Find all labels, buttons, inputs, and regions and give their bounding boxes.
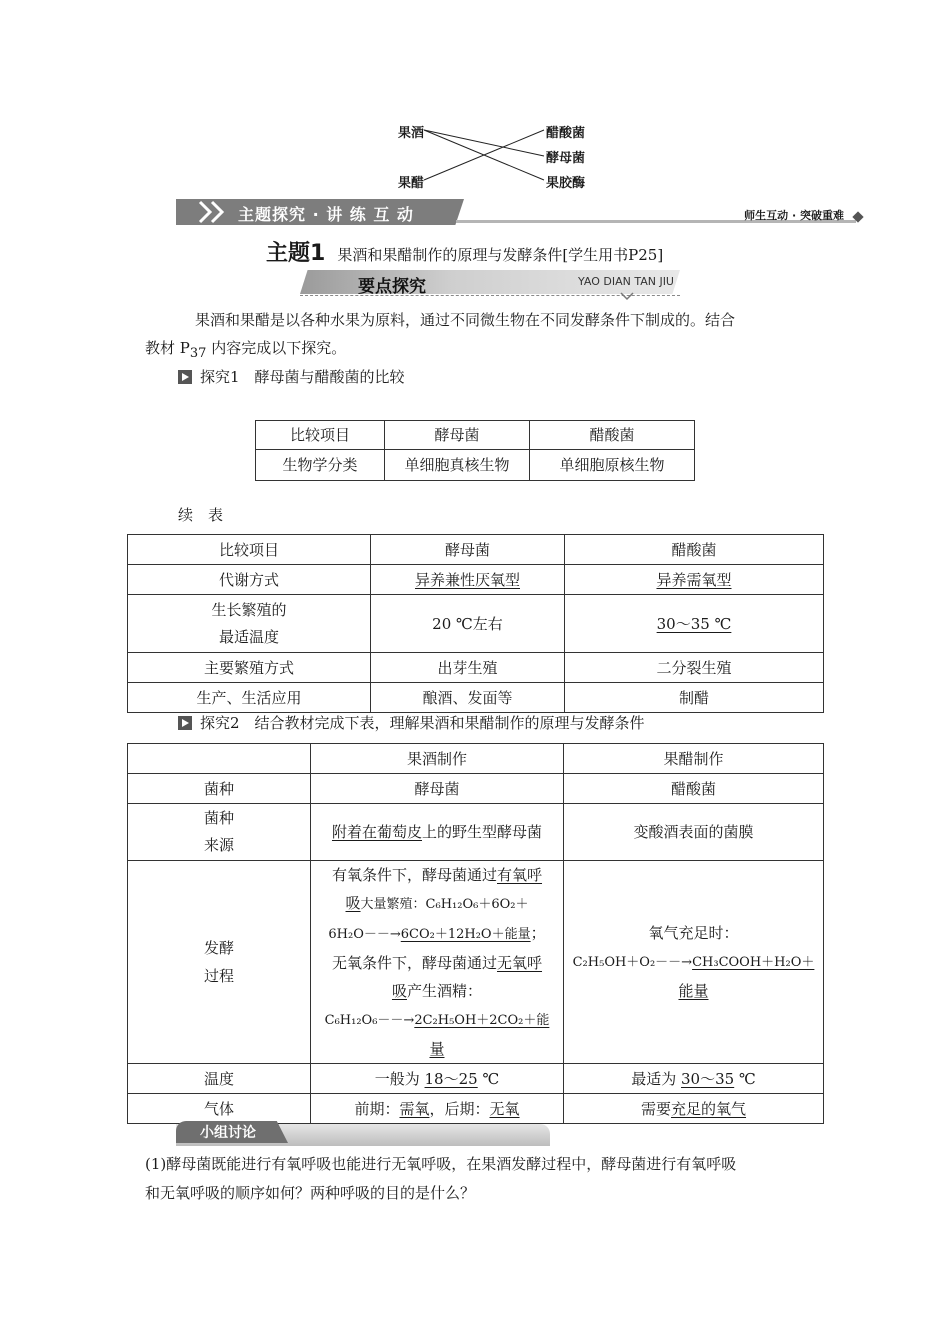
group-discussion-header (176, 1124, 550, 1146)
table-row: 生长繁殖的 最适温度 20 ℃左右 30～35 ℃ (128, 595, 824, 653)
table-row: 菌种 来源 附着在葡萄皮上的野生型酵母菌 变酸酒表面的菌膜 (128, 804, 824, 861)
group-discussion-label: 小组讨论 (200, 1125, 256, 1141)
table-row: 发酵 过程 有氧条件下，酵母菌通过有氧呼 吸大量繁殖：C₆H₁₂O₆＋6O₂＋ 6H₂O－－→6CO₂＋12H₂O＋能量； 无氧条件下，酵母菌通过无氧呼 吸产生酒精： C₆H₁₂O₆－－→2C₂H₅OH＋2CO₂＋能 量 氧气充足时： C₂H₅OH＋O₂－－→CH₃COOH＋H₂O＋ 能量 (128, 861, 824, 1064)
table-row: 气体 前期：需氧，后期：无氧 需要充足的氧气 (128, 1094, 824, 1124)
match-left-vinegar: 果醋 (398, 176, 425, 191)
key-points-header (300, 270, 680, 298)
explore-1-heading: 探究1 酵母菌与醋酸菌的比较 (178, 366, 405, 387)
table-row: 生物学分类 单细胞真核生物 单细胞原核生物 (256, 450, 695, 481)
key-points-label: 要点探究 (358, 277, 426, 297)
match-right-yeast: 酵母菌 (546, 151, 586, 166)
double-chevron-icon (196, 200, 236, 224)
play-icon (178, 370, 192, 384)
continued-table-label: 续 表 (178, 506, 224, 524)
table-row: 代谢方式 异养兼性厌氧型 异养需氧型 (128, 565, 824, 595)
match-right-pectinase: 果胶酶 (546, 176, 586, 191)
vinegar-process-cell: 氧气充足时： C₂H₅OH＋O₂－－→CH₃COOH＋H₂O＋ 能量 (564, 861, 824, 1064)
topic-title: 果酒和果醋制作的原理与发酵条件[学生用书P25] (337, 246, 664, 264)
intro-line-2: 教材 $P_{37}$ 内容完成以下探究。 (145, 339, 347, 361)
table-row: 生产、生活应用 酿酒、发面等 制醋 (128, 683, 824, 713)
fermentation-table (127, 743, 824, 1124)
comparison-table-1 (255, 420, 695, 481)
table-row: 果酒制作 果醋制作 (128, 744, 824, 774)
table-row: 温度 一般为 18～25 ℃ 最适为 30～35 ℃ (128, 1064, 824, 1094)
table-row: 比较项目 酵母菌 醋酸菌 (128, 535, 824, 565)
table-row: 主要繁殖方式 出芽生殖 二分裂生殖 (128, 653, 824, 683)
chevron-down-icon (620, 292, 634, 301)
key-points-pinyin: YAO DIAN TAN JIU (578, 275, 674, 288)
topic-number: 主题1 (266, 241, 326, 266)
section-banner (176, 199, 862, 227)
discussion-question-1-line-2: 和无氧呼吸的顺序如何？两种呼吸的目的是什么？ (145, 1184, 476, 1202)
topic-heading (266, 236, 663, 267)
play-icon (178, 716, 192, 730)
comparison-table-2 (127, 534, 824, 713)
intro-line-1: 果酒和果醋是以各种水果为原料，通过不同微生物在不同发酵条件下制成的。结合 (195, 311, 736, 329)
discussion-question-1-line-1: (1)酵母菌既能进行有氧呼吸也能进行无氧呼吸，在果酒发酵过程中，酵母菌进行有氧呼吸 (145, 1155, 737, 1173)
table-row: 比较项目 酵母菌 醋酸菌 (256, 421, 695, 450)
banner-subtitle: 师生互动 · 突破重难 (744, 209, 844, 222)
match-right-acetobacter: 醋酸菌 (546, 126, 586, 141)
banner-title: 主题探究 · 讲 练 互 动 (238, 205, 414, 224)
match-left-wine: 果酒 (398, 126, 425, 141)
wine-process-cell: 有氧条件下，酵母菌通过有氧呼 吸大量繁殖：C₆H₁₂O₆＋6O₂＋ 6H₂O－－→6CO₂＋12H₂O＋能量； 无氧条件下，酵母菌通过无氧呼 吸产生酒精： C₆H₁₂O₆－－→2C₂H₅OH＋2CO₂＋能 量 (311, 861, 564, 1064)
table-row: 菌种 酵母菌 醋酸菌 (128, 774, 824, 804)
explore-2-heading: 探究2 结合教材完成下表，理解果酒和果醋制作的原理与发酵条件 (178, 712, 645, 733)
matching-lines (420, 118, 550, 190)
